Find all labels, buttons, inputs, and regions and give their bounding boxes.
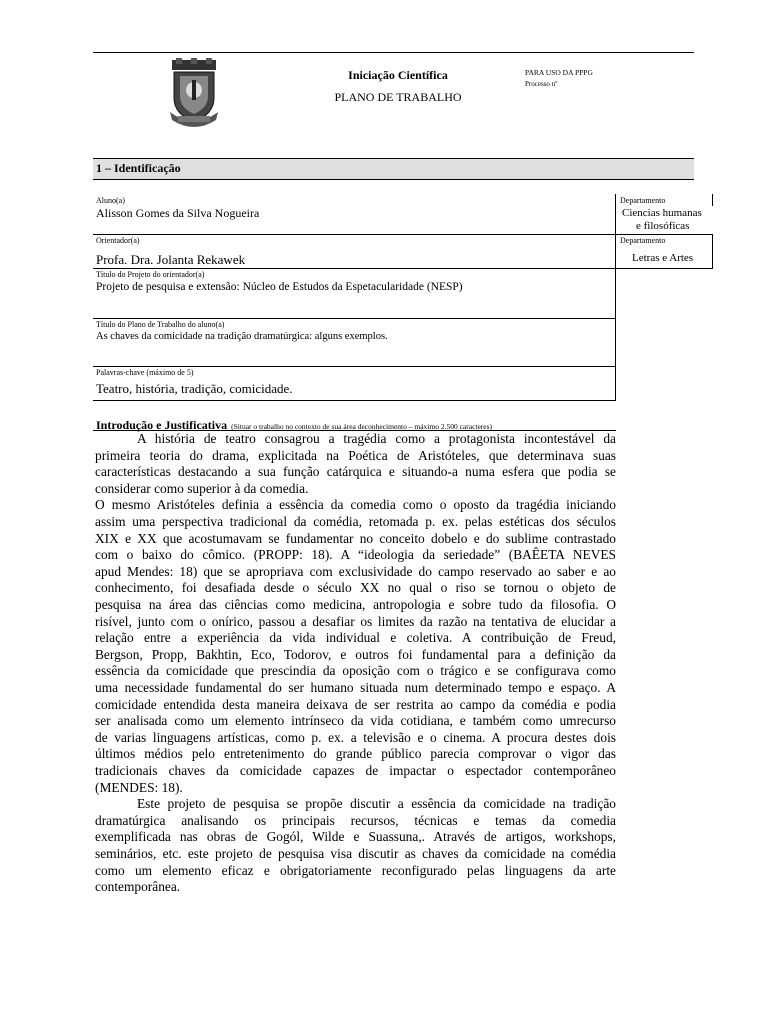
palavras-chave-right-border <box>615 366 616 400</box>
intro-body-line: primeira teoria do drama, explicitada na Poética de Aristóteles, que determinava suas <box>95 447 616 463</box>
intro-body-line: O mesmo Aristóteles definia a essência da comedia como o oposto da tragédia iniciando <box>95 497 616 513</box>
intro-body-line: apud Mendes: 18) que se apropriava com exclusividade do campo reservado ao saber e ao <box>95 563 616 579</box>
depto-orientador-label: Departamento <box>620 236 666 245</box>
titulo-plano-label: Título do Plano de Trabalho do aluno(a) <box>96 320 225 329</box>
depto-orientador-right-border <box>712 234 713 268</box>
intro-body-line: seminários, etc. este projeto de pesquisa visa discutir as chaves da comicidade na comédia <box>95 846 616 861</box>
depto-orientador-value: Letras e Artes <box>632 252 694 264</box>
aluno-label: Aluno(a) <box>96 196 125 205</box>
intro-heading: Introdução e Justificativa <box>96 418 228 432</box>
intro-body-line: uma necessidade fundamental do ser humano situada num determinado tempo e espaço. A <box>95 680 616 695</box>
depto-aluno-value1: Ciencias humanas <box>622 207 702 219</box>
intro-body-line: comicidade entendida desta maneira deixava de ser restrita ao campo da comédia e podia <box>95 696 616 712</box>
titulo-plano-value: As chaves da comicidade na tradição dramatúrgica: alguns exemplos. <box>96 331 388 342</box>
aluno-value: Alisson Gomes da Silva Nogueira <box>96 206 260 220</box>
palavras-chave-label: Palavras-chave (máximo de 5) <box>96 368 194 377</box>
intro-body-line: últimos médios pelo entretenimento do grande público parecia comprovar o vigor das <box>95 746 616 762</box>
intro-body-line: tradicionais chaves da comicidade capazes de impactar o espectador contemporâneo <box>95 763 616 778</box>
aluno-field-bottom-border <box>93 234 616 235</box>
orientador-label: Orientador(a) <box>96 236 140 245</box>
intro-body-line: exemplificada nas obras de Gogól, Wilde e Suassuna,. Através de artigos, workshops, <box>95 829 616 845</box>
depto-aluno-value2: e filosóficas <box>636 220 690 232</box>
header-title-plano: PLANO DE TRABALHO <box>334 90 462 104</box>
intro-body-line: considerar como superior à da comedia. <box>95 480 309 496</box>
intro-body-line: conhecimento, foi desafiada desde o século XX no qual o riso se tornou o objeto de <box>95 580 616 596</box>
intro-body-line: A história de teatro consagrou a tragédia como a protagonista incontestável da <box>137 431 616 446</box>
intro-note: (Situar o trabalho no contexto de sua área deconhecimento – máximo 2.500 caracteres) <box>231 422 493 431</box>
depto-aluno-label: Departamento <box>620 196 666 205</box>
intro-body-line: de varias linguagens artísticas, como p. ex. a televisão e o cinema. A procura destes dois <box>95 729 616 745</box>
titulo-projeto-right-border <box>615 268 616 318</box>
orientador-field-bottom-border <box>93 268 616 269</box>
intro-body-line: assim uma perspectiva tradicional da comédia, retomada p. ex. pelas estéticas dos séculos <box>95 514 616 529</box>
depto-orientador-bottom-border <box>615 268 713 269</box>
university-emblem-icon <box>168 58 220 128</box>
intro-body-line: com o baixo do cômico. (PROPP: 18). A “ideologia da seriedade” (BAÊETA NEVES <box>95 547 616 563</box>
intro-body-line: Bergson, Propp, Bakhtin, Eco, Todorov, e outros foi fundamental para a definição da <box>95 646 616 662</box>
orientador-field-right-border <box>615 234 616 268</box>
palavras-chave-value: Teatro, história, tradição, comicidade. <box>96 381 293 396</box>
intro-body-line: como um elemento eficaz e obrigatoriamente reconfigurado pelas linguagens da arte <box>95 862 616 878</box>
aluno-field-right-border <box>615 194 616 234</box>
depto-aluno-tick <box>712 194 713 206</box>
intro-body-line: contemporânea. <box>95 879 181 895</box>
intro-body-line: XIX e XX que acostumavam se fundamentar no conceito dobelo e do sublime contrastado <box>95 530 616 546</box>
section-identificacao-title: 1 – Identificação <box>96 161 181 175</box>
pppg-label: PARA USO DA PPPG <box>525 68 593 77</box>
depto-orientador-top-border <box>615 234 712 235</box>
titulo-plano-right-border <box>615 318 616 366</box>
intro-body-line: (MENDES: 18). <box>95 779 183 795</box>
top-rule <box>93 52 694 53</box>
intro-body-line: dramatúrgica analisando os principais recursos, técnicas e temas da comedia <box>95 812 616 828</box>
titulo-plano-bottom-border <box>93 366 616 367</box>
intro-body-line: relação entre a experiência da vida individual e coletiva. A contribuição de Freud, <box>95 630 616 646</box>
titulo-projeto-bottom-border <box>93 318 616 319</box>
intro-body-line: Este projeto de pesquisa se propõe discutir a essência da comicidade na tradição <box>137 796 616 812</box>
orientador-value: Profa. Dra. Jolanta Rekawek <box>96 252 246 267</box>
intro-body-line: essência da comicidade que prescindia da oposição com o trágico e se configurava como <box>95 663 616 679</box>
section-identificacao-bar <box>93 158 694 180</box>
titulo-projeto-label: Título do Projeto do orientador(a) <box>96 270 205 279</box>
intro-body-line: risível, junto com o onírico, passou a desafiar os limites da razão na tentativa de elucidar a <box>95 613 616 629</box>
palavras-chave-bottom-border <box>93 400 616 401</box>
processo-label: Processo nº <box>525 80 558 88</box>
intro-body-line: ser analisada como um elemento intrínseco da vida cotidiana, e também como umrecurso <box>95 713 616 729</box>
header-title-iniciacao: Iniciação Científica <box>348 68 448 82</box>
intro-body-line: características destacando a sua função catárquica e situando-a numa esfera que podia se <box>95 464 616 480</box>
titulo-projeto-value: Projeto de pesquisa e extensão: Núcleo de Estudos da Espetacularidade (NESP) <box>96 281 463 293</box>
intro-body-line: pesquisa na área das ciências como medicina, antropologia e sobre tudo da filosofia. O <box>95 597 616 612</box>
